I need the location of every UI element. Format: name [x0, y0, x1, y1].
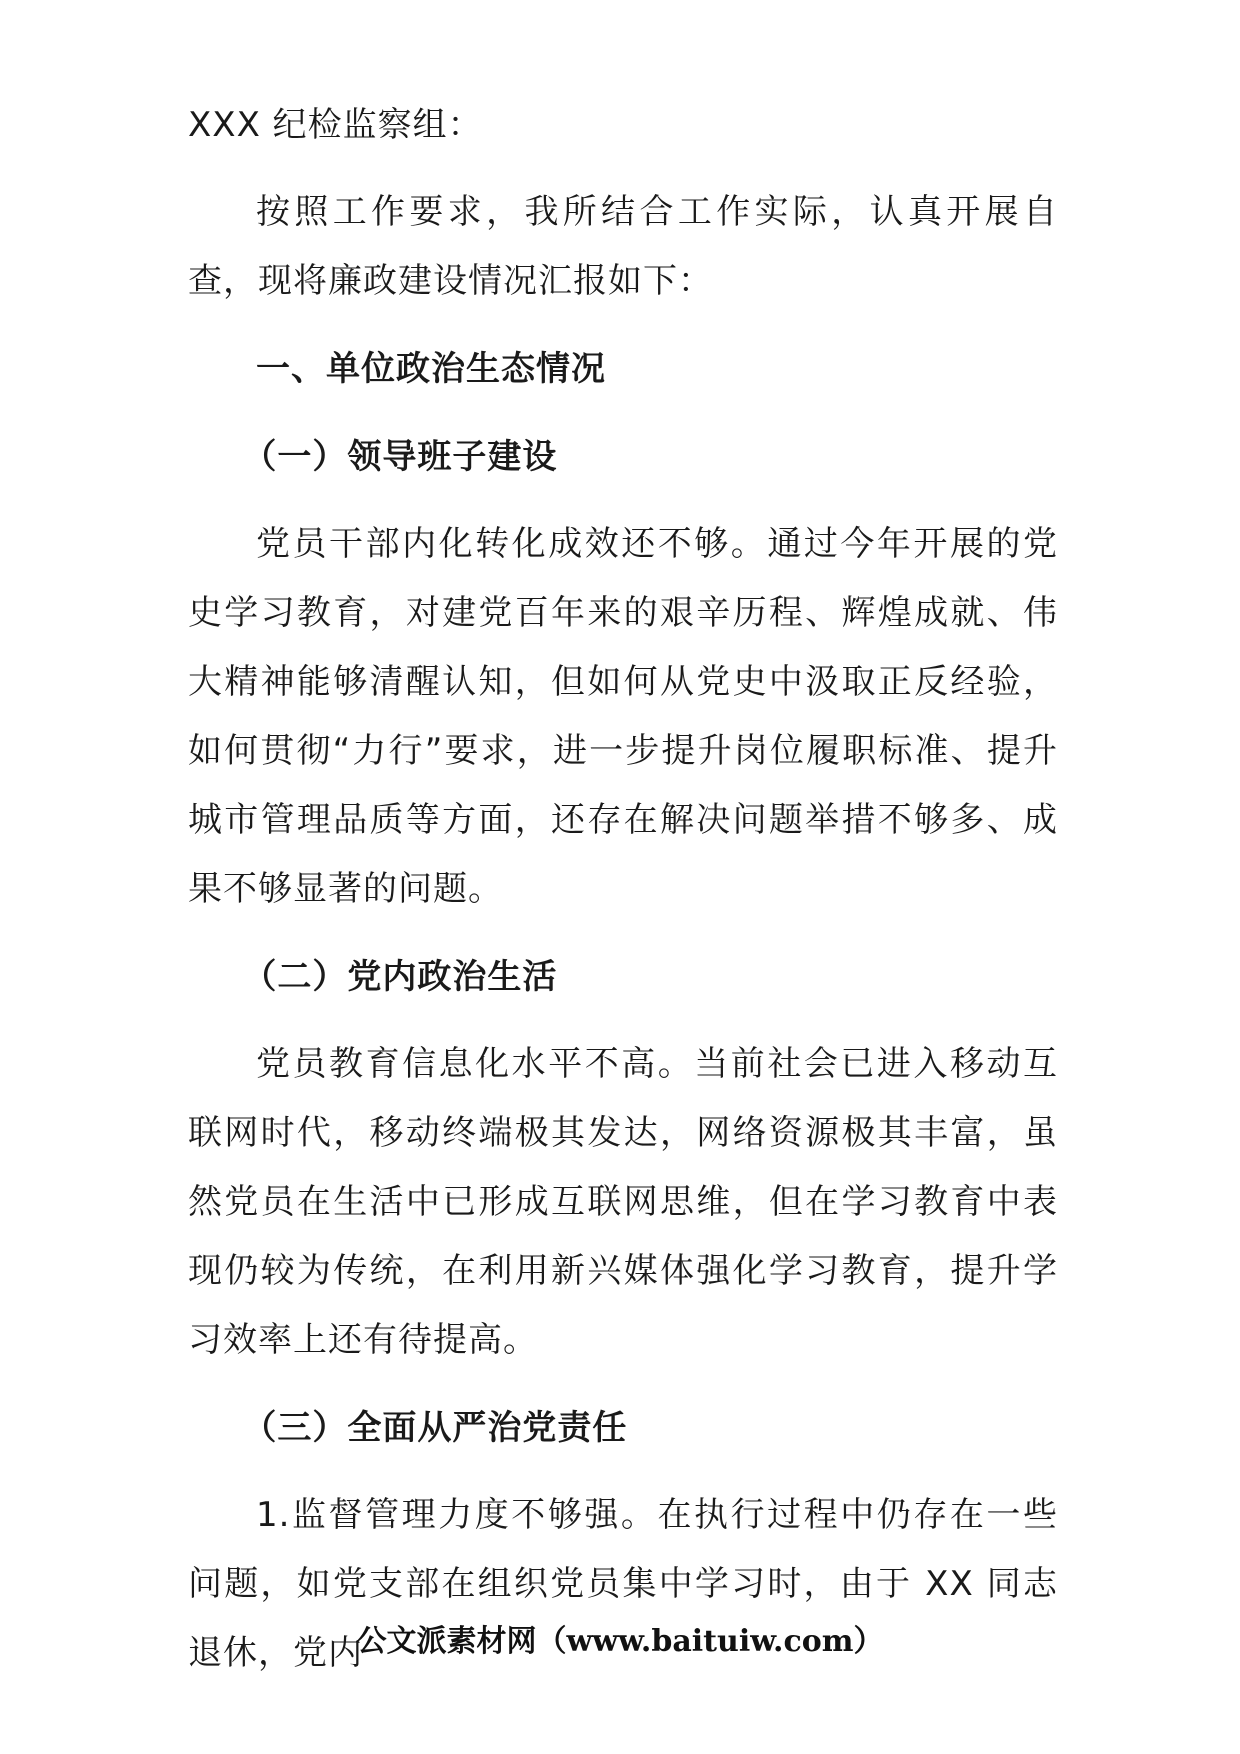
- spacer: [188, 924, 1058, 942]
- subsection-heading-2: （二）党内政治生活: [242, 957, 558, 997]
- spacer: [188, 1463, 1058, 1481]
- subsection-body-3: 1.监督管理力度不够强。在执行过程中仍存在一些问题，如党支部在组织党员集中学习时，由于 XX 同志退休，党内: [188, 1495, 1058, 1673]
- spacer: [188, 404, 1058, 422]
- spacer: [188, 1375, 1058, 1393]
- document-body: [188, 90, 1058, 1688]
- subsection-body-2: 党员教育信息化水平不高。当前社会已进入移动互联网时代，移动终端极其发达，网络资源极其丰富，虽然党员在生活中已形成互联网思维，但在学习教育中表现仍较为传统，在利用新兴媒体强化学习教育，提升学习效率上还有待提高。: [188, 1044, 1058, 1360]
- subsection-heading-3: （三）全面从严治党责任: [242, 1408, 628, 1448]
- section-heading-1: 一、单位政治生态情况: [256, 349, 606, 389]
- salutation: XXX 纪检监察组：: [188, 105, 483, 145]
- spacer: [188, 1012, 1058, 1030]
- spacer: [188, 492, 1058, 510]
- intro-paragraph: 按照工作要求，我所结合工作实际，认真开展自查，现将廉政建设情况汇报如下：: [188, 192, 1058, 301]
- subsection-body-1: 党员干部内化转化成效还不够。通过今年开展的党史学习教育，对建党百年来的艰辛历程、辉煌成就、伟大精神能够清醒认知，但如何从党史中汲取正反经验，如何贯彻“力行”要求，进一步提升岗位履职标准、提升城市管理品质等方面，还存在解决问题举措不够多、成果不够显著的问题。: [188, 524, 1058, 909]
- spacer: [188, 316, 1058, 334]
- subsection-heading-1: （一）领导班子建设: [242, 437, 558, 477]
- footer-watermark: 公文派素材网（www.baituiw.com）: [356, 1624, 884, 1659]
- spacer: [188, 160, 1058, 178]
